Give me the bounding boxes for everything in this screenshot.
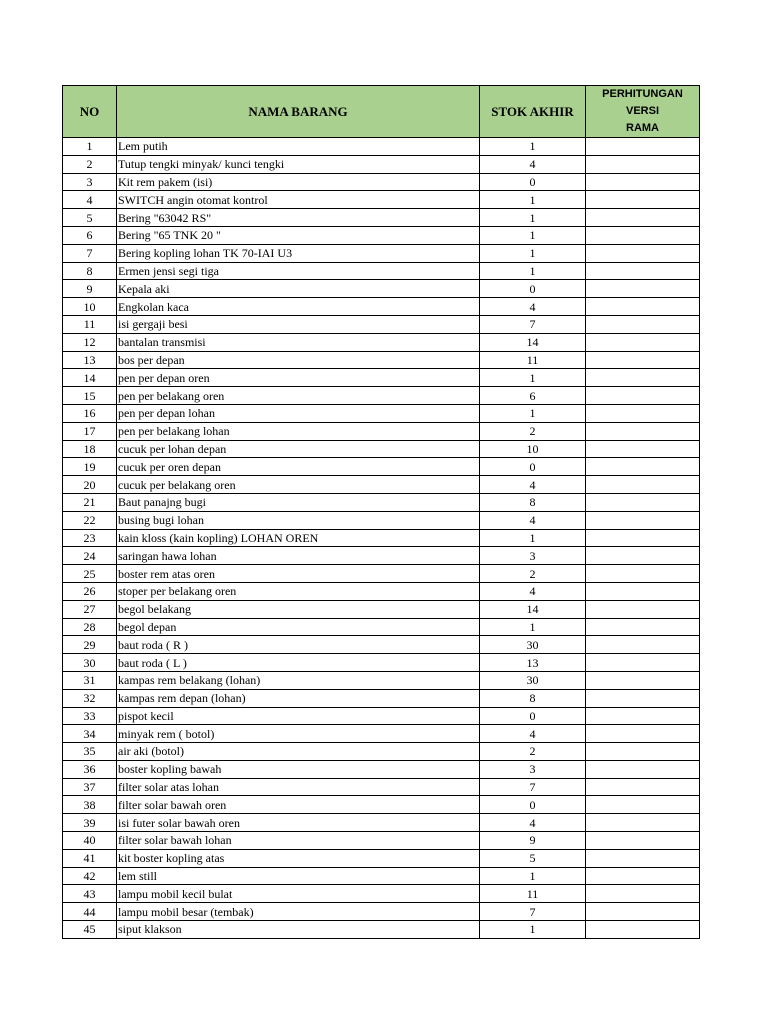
item-name: bos per depan (117, 351, 480, 369)
calculation-cell (586, 796, 700, 814)
table-row (63, 476, 700, 494)
table-row (63, 760, 700, 778)
table-row (63, 458, 700, 476)
calculation-cell (586, 654, 700, 672)
calculation-cell (586, 209, 700, 227)
table-row (63, 511, 700, 529)
stock-value: 1 (480, 262, 586, 280)
item-name: Baut panajng bugi (117, 493, 480, 511)
calculation-cell (586, 155, 700, 173)
calculation-cell (586, 671, 700, 689)
table-row (63, 209, 700, 227)
item-name: stoper per belakang oren (117, 582, 480, 600)
row-number: 24 (63, 547, 117, 565)
table-row (63, 280, 700, 298)
item-name: lampu mobil besar (tembak) (117, 903, 480, 921)
calculation-cell (586, 315, 700, 333)
table-row (63, 725, 700, 743)
calculation-cell (586, 725, 700, 743)
item-name: busing bugi lohan (117, 511, 480, 529)
stock-value: 10 (480, 440, 586, 458)
stock-value: 7 (480, 315, 586, 333)
calculation-cell (586, 422, 700, 440)
calculation-cell (586, 440, 700, 458)
calculation-cell (586, 529, 700, 547)
stock-value: 4 (480, 511, 586, 529)
stock-value: 1 (480, 191, 586, 209)
calculation-cell (586, 636, 700, 654)
row-number: 26 (63, 582, 117, 600)
row-number: 45 (63, 921, 117, 939)
stock-value: 0 (480, 280, 586, 298)
calculation-cell (586, 333, 700, 351)
calculation-cell (586, 867, 700, 885)
row-number: 23 (63, 529, 117, 547)
item-name: Bering "63042 RS" (117, 209, 480, 227)
item-name: air aki (botol) (117, 743, 480, 761)
item-name: kampas rem belakang (lohan) (117, 671, 480, 689)
item-name: Bering "65 TNK 20 " (117, 226, 480, 244)
item-name: filter solar atas lohan (117, 778, 480, 796)
stock-value: 11 (480, 351, 586, 369)
stock-value: 7 (480, 778, 586, 796)
item-name: Kit rem pakem (isi) (117, 173, 480, 191)
stock-value: 9 (480, 832, 586, 850)
calculation-cell (586, 778, 700, 796)
row-number: 17 (63, 422, 117, 440)
item-name: kampas rem depan (lohan) (117, 689, 480, 707)
row-number: 39 (63, 814, 117, 832)
table-row (63, 565, 700, 583)
calculation-cell (586, 885, 700, 903)
stock-value: 3 (480, 760, 586, 778)
table-row (63, 173, 700, 191)
table-row (63, 654, 700, 672)
row-number: 21 (63, 493, 117, 511)
calculation-cell (586, 351, 700, 369)
row-number: 28 (63, 618, 117, 636)
calculation-cell (586, 707, 700, 725)
row-number: 34 (63, 725, 117, 743)
calculation-cell (586, 191, 700, 209)
item-name: baut roda ( L ) (117, 654, 480, 672)
row-number: 36 (63, 760, 117, 778)
table-row (63, 867, 700, 885)
calculation-cell (586, 226, 700, 244)
table-row (63, 707, 700, 725)
table-row (63, 315, 700, 333)
calculation-cell (586, 262, 700, 280)
stock-value: 4 (480, 155, 586, 173)
stock-value: 0 (480, 796, 586, 814)
row-number: 10 (63, 298, 117, 316)
stock-table (62, 85, 700, 939)
table-row (63, 138, 700, 156)
row-number: 13 (63, 351, 117, 369)
item-name: begol belakang (117, 600, 480, 618)
row-number: 1 (63, 138, 117, 156)
item-name: boster rem atas oren (117, 565, 480, 583)
item-name: pen per belakang oren (117, 387, 480, 405)
calculation-cell (586, 600, 700, 618)
table-row (63, 440, 700, 458)
stock-value: 1 (480, 209, 586, 227)
item-name: Lem putih (117, 138, 480, 156)
item-name: cucuk per lohan depan (117, 440, 480, 458)
calculation-cell (586, 511, 700, 529)
calculation-cell (586, 760, 700, 778)
stock-value: 4 (480, 725, 586, 743)
row-number: 33 (63, 707, 117, 725)
item-name: SWITCH angin otomat kontrol (117, 191, 480, 209)
table-row (63, 921, 700, 939)
table-row (63, 600, 700, 618)
table-row (63, 832, 700, 850)
calculation-cell (586, 173, 700, 191)
stock-value: 4 (480, 582, 586, 600)
item-name: Ermen jensi segi tiga (117, 262, 480, 280)
row-number: 5 (63, 209, 117, 227)
table-row (63, 422, 700, 440)
calculation-cell (586, 138, 700, 156)
stock-value: 30 (480, 636, 586, 654)
header-calculation-line-3: RAMA (626, 122, 659, 134)
stock-value: 1 (480, 369, 586, 387)
row-number: 35 (63, 743, 117, 761)
calculation-cell (586, 814, 700, 832)
row-number: 31 (63, 671, 117, 689)
header-calculation-line-2: VERSI (625, 105, 659, 117)
item-name: begol depan (117, 618, 480, 636)
row-number: 9 (63, 280, 117, 298)
table-row (63, 582, 700, 600)
stock-value: 8 (480, 689, 586, 707)
table-row (63, 903, 700, 921)
stock-value: 6 (480, 387, 586, 405)
table-row (63, 351, 700, 369)
item-name: filter solar bawah lohan (117, 832, 480, 850)
item-name: cucuk per belakang oren (117, 476, 480, 494)
header-calculation (586, 86, 700, 138)
row-number: 6 (63, 226, 117, 244)
item-name: baut roda ( R ) (117, 636, 480, 654)
calculation-cell (586, 743, 700, 761)
row-number: 14 (63, 369, 117, 387)
stock-value: 1 (480, 618, 586, 636)
row-number: 38 (63, 796, 117, 814)
header-row (63, 86, 700, 138)
stock-value: 1 (480, 867, 586, 885)
item-name: lampu mobil kecil bulat (117, 885, 480, 903)
table-row (63, 404, 700, 422)
calculation-cell (586, 565, 700, 583)
stock-value: 4 (480, 298, 586, 316)
stock-value: 2 (480, 565, 586, 583)
stock-value: 1 (480, 529, 586, 547)
calculation-cell (586, 903, 700, 921)
row-number: 44 (63, 903, 117, 921)
row-number: 11 (63, 315, 117, 333)
table-row (63, 529, 700, 547)
table-row (63, 743, 700, 761)
stock-value: 13 (480, 654, 586, 672)
item-name: cucuk per oren depan (117, 458, 480, 476)
stock-value: 30 (480, 671, 586, 689)
row-number: 20 (63, 476, 117, 494)
header-item-name: NAMA BARANG (117, 86, 480, 138)
stock-value: 4 (480, 814, 586, 832)
calculation-cell (586, 582, 700, 600)
table-row (63, 636, 700, 654)
stock-value: 0 (480, 458, 586, 476)
stock-value: 7 (480, 903, 586, 921)
row-number: 32 (63, 689, 117, 707)
header-no: NO (63, 86, 117, 138)
row-number: 12 (63, 333, 117, 351)
item-name: pen per depan lohan (117, 404, 480, 422)
row-number: 22 (63, 511, 117, 529)
table-row (63, 493, 700, 511)
calculation-cell (586, 404, 700, 422)
table-row (63, 671, 700, 689)
item-name: siput klakson (117, 921, 480, 939)
row-number: 7 (63, 244, 117, 262)
row-number: 43 (63, 885, 117, 903)
item-name: isi futer solar bawah oren (117, 814, 480, 832)
stock-value: 1 (480, 244, 586, 262)
calculation-cell (586, 476, 700, 494)
calculation-cell (586, 369, 700, 387)
calculation-cell (586, 832, 700, 850)
table-row (63, 885, 700, 903)
item-name: kit boster kopling atas (117, 849, 480, 867)
row-number: 3 (63, 173, 117, 191)
calculation-cell (586, 458, 700, 476)
calculation-cell (586, 921, 700, 939)
table-row (63, 191, 700, 209)
row-number: 8 (63, 262, 117, 280)
row-number: 27 (63, 600, 117, 618)
stock-value: 0 (480, 707, 586, 725)
item-name: pen per belakang lohan (117, 422, 480, 440)
stock-value: 0 (480, 173, 586, 191)
calculation-cell (586, 298, 700, 316)
item-name: kain kloss (kain kopling) LOHAN OREN (117, 529, 480, 547)
item-name: isi gergaji besi (117, 315, 480, 333)
item-name: Kepala aki (117, 280, 480, 298)
table-row (63, 547, 700, 565)
calculation-cell (586, 387, 700, 405)
row-number: 30 (63, 654, 117, 672)
stock-value: 1 (480, 138, 586, 156)
calculation-cell (586, 244, 700, 262)
table-row (63, 796, 700, 814)
item-name: Bering kopling lohan TK 70-IAI U3 (117, 244, 480, 262)
item-name: pen per depan oren (117, 369, 480, 387)
stock-value: 5 (480, 849, 586, 867)
item-name: minyak rem ( botol) (117, 725, 480, 743)
table-row (63, 849, 700, 867)
item-name: Tutup tengki minyak/ kunci tengki (117, 155, 480, 173)
row-number: 16 (63, 404, 117, 422)
row-number: 42 (63, 867, 117, 885)
row-number: 37 (63, 778, 117, 796)
stock-value: 1 (480, 226, 586, 244)
stock-value: 4 (480, 476, 586, 494)
item-name: bantalan transmisi (117, 333, 480, 351)
table-row (63, 778, 700, 796)
table-row (63, 387, 700, 405)
stock-value: 11 (480, 885, 586, 903)
row-number: 25 (63, 565, 117, 583)
calculation-cell (586, 280, 700, 298)
calculation-cell (586, 618, 700, 636)
row-number: 19 (63, 458, 117, 476)
calculation-cell (586, 849, 700, 867)
calculation-cell (586, 689, 700, 707)
table-row (63, 262, 700, 280)
header-final-stock: STOK AKHIR (480, 86, 586, 138)
stock-value: 8 (480, 493, 586, 511)
item-name: pispot kecil (117, 707, 480, 725)
table-row (63, 298, 700, 316)
table-row (63, 618, 700, 636)
row-number: 4 (63, 191, 117, 209)
table-row (63, 689, 700, 707)
item-name: boster kopling bawah (117, 760, 480, 778)
header-calculation-line-1: PERHITUNGAN (602, 88, 683, 100)
stock-value: 1 (480, 921, 586, 939)
calculation-cell (586, 493, 700, 511)
row-number: 40 (63, 832, 117, 850)
row-number: 2 (63, 155, 117, 173)
item-name: lem still (117, 867, 480, 885)
table-row (63, 369, 700, 387)
table-row (63, 226, 700, 244)
table-row (63, 155, 700, 173)
item-name: filter solar bawah oren (117, 796, 480, 814)
stock-value: 2 (480, 743, 586, 761)
calculation-cell (586, 547, 700, 565)
stock-value: 2 (480, 422, 586, 440)
stock-value: 14 (480, 333, 586, 351)
row-number: 18 (63, 440, 117, 458)
row-number: 29 (63, 636, 117, 654)
stock-value: 14 (480, 600, 586, 618)
table-body (63, 138, 700, 939)
table-row (63, 333, 700, 351)
table-row (63, 244, 700, 262)
stock-value: 3 (480, 547, 586, 565)
item-name: saringan hawa lohan (117, 547, 480, 565)
item-name: Engkolan kaca (117, 298, 480, 316)
row-number: 41 (63, 849, 117, 867)
row-number: 15 (63, 387, 117, 405)
stock-value: 1 (480, 404, 586, 422)
table-row (63, 814, 700, 832)
